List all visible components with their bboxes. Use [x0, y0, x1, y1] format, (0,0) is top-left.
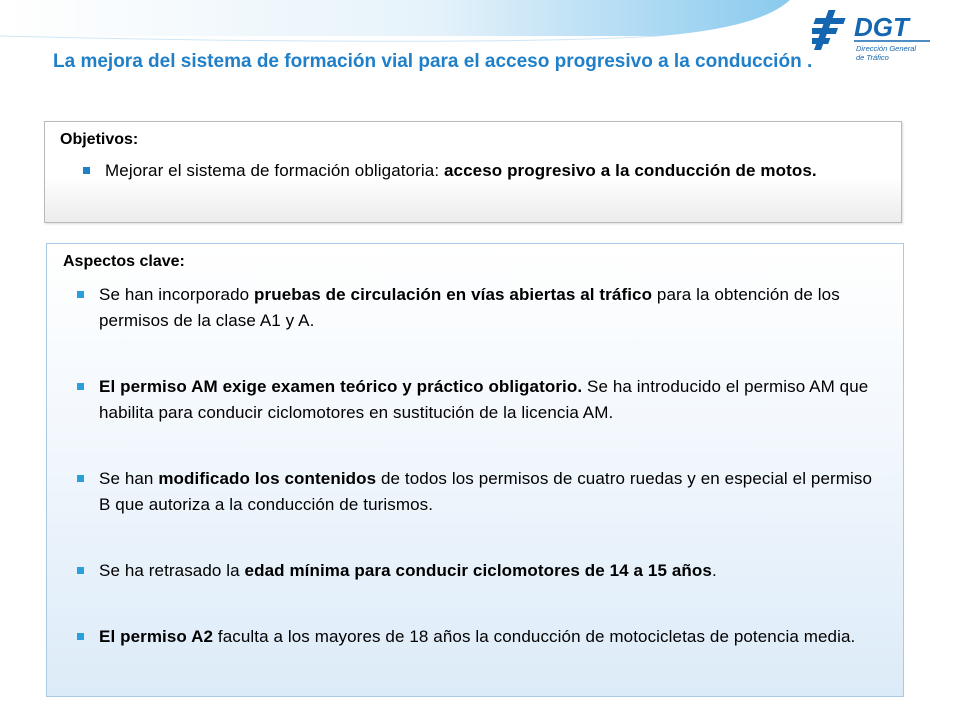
logo-subtitle-line1: Dirección General	[856, 44, 917, 53]
square-bullet-icon	[83, 167, 90, 174]
square-bullet-icon	[77, 567, 84, 574]
aspectos-item: El permiso AM exige examen teórico y práctico obligatorio. Se ha introducido el permiso AM que habilita para conducir ciclomotores en sustitución de la licencia AM.	[77, 374, 892, 426]
aspectos-item: Se ha retrasado la edad mínima para conducir ciclomotores de 14 a 15 años.	[77, 558, 892, 584]
logo-name: DGT	[854, 12, 909, 42]
aspectos-box	[46, 243, 904, 697]
square-bullet-icon	[77, 383, 84, 390]
aspectos-item: Se han modificado los contenidos de todos los permisos de cuatro ruedas y en especial el permiso B que autoriza a la conducción de turismos.	[77, 466, 887, 518]
objetivos-heading: Objetivos:	[60, 131, 139, 148]
objetivos-item: Mejorar el sistema de formación obligatoria: acceso progresivo a la conducción de motos.	[83, 158, 893, 184]
square-bullet-icon	[77, 475, 84, 482]
dgt-cross-icon	[812, 10, 846, 50]
objetivos-box	[44, 121, 902, 223]
aspectos-item: El permiso A2 faculta a los mayores de 18 años la conducción de motocicletas de potencia media.	[77, 624, 887, 650]
dgt-logo	[812, 6, 952, 66]
aspectos-heading: Aspectos clave:	[63, 253, 185, 270]
square-bullet-icon	[77, 633, 84, 640]
aspectos-item: Se han incorporado pruebas de circulación en vías abiertas al tráfico para la obtención de los permisos de la clase A1 y A.	[77, 282, 887, 334]
logo-subtitle-line2: de Tráfico	[856, 53, 889, 62]
page-title: La mejora del sistema de formación vial para el acceso progresivo a la conducción .	[53, 51, 813, 72]
square-bullet-icon	[77, 291, 84, 298]
